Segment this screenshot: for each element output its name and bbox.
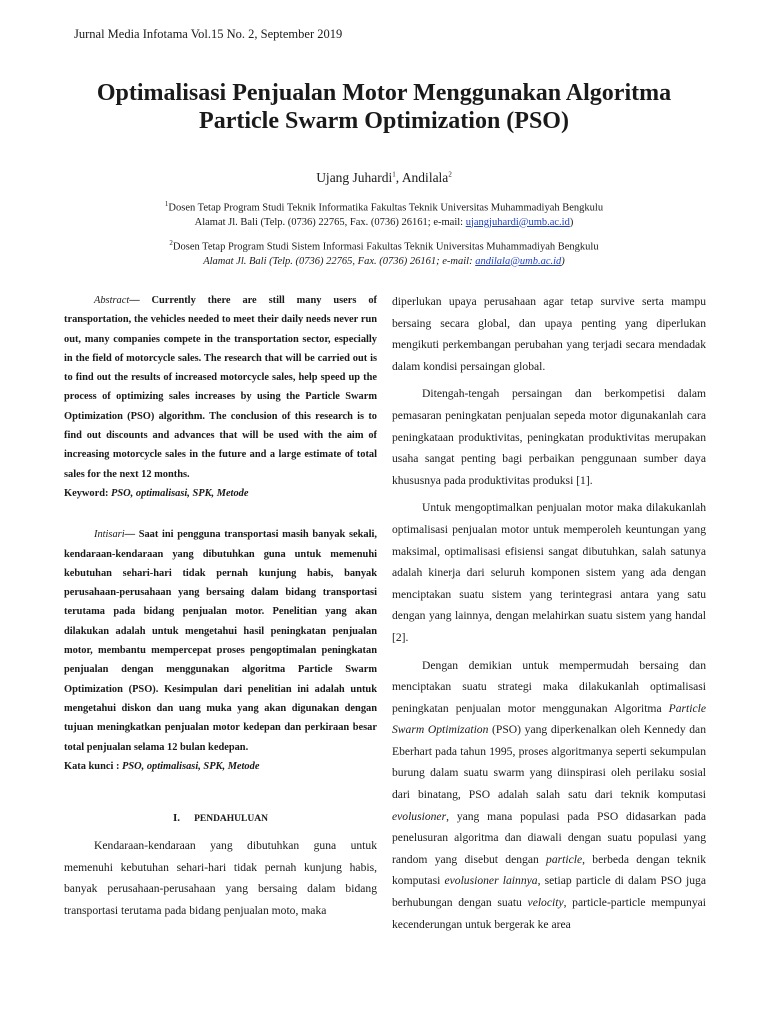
affiliation-address: Alamat Jl. Bali (Telp. (0736) 22765, Fax. (0736) 26161; e-mail: [203,255,476,267]
body-text: Dengan demikian untuk mempermudah bersaing dan menciptakan suatu strategi maka dilakukanlah optimalisasi peningkatan penjualan motor menggunakan Algoritma [392,658,706,715]
intisari-paragraph [64,525,377,757]
body-text: , yang mana populasi pada PSO didasarkan pada penelusuran algoritma dan diawali dengan suatu populasi yang random yang disebut dengan [392,809,706,866]
author-separator: , [395,170,402,185]
intisari-keywords [64,757,377,776]
emphasized-term: evolusioner [392,809,447,823]
section-name: PENDAHULUAN [194,814,268,825]
body-text: , berbeda dengan teknik komputasi [392,852,706,888]
keyword-label: Kata kunci : [64,760,123,772]
affiliation-institution: Dosen Tetap Program Studi Teknik Informatika Fakultas Teknik Universitas Muhammadiyah Bengkulu [168,202,604,214]
running-head: Jurnal Media Infotama Vol.15 No. 2, September 2019 [74,27,343,41]
email-link[interactable]: andilala@umb.ac.id [475,255,562,267]
body-paragraph: Untuk mengoptimalkan penjualan motor maka dilakukanlah optimalisasi penjualan motor untuk memperoleh keuntungan yang maksimal, optimalisasi efisiensi sangat dibutuhkan, salah satunya adalah kinerja dari seluruh komponen sistem yang ada dengan menciptakan suatu sistem yang terintegrasi antara yang satu dengan yang lainnya, dengan melahirkan suatu sistem yang handal [2]. [392,501,706,644]
title-line-1: Optimalisasi Penjualan Motor Menggunakan Algoritma [96,80,672,106]
affiliation-close: ) [561,255,565,267]
section-heading [64,812,377,824]
affiliation-close: ) [569,216,574,228]
email-link[interactable]: ujangjuhardi@umb.ac.id [465,216,570,228]
affiliation-address: Alamat Jl. Bali (Telp. (0736) 22765, Fax. (0736) 26161; e-mail: [194,216,466,228]
author-name: Ujang Juhardi [316,170,393,185]
abstract-dash: — [129,295,152,306]
emphasized-term: Particle Swarm Optimization [392,701,706,737]
abstract-text: Currently there are still many users of transportation, the vehicles needed to meet their daily needs never run out, many companies compete in the transportation sector, especially in the field of motorcycle sales. The research that will be carried out is to find out the results of increased motorcycle sales, help speed up the process of optimizing sales increases by using the Particle Swarm Optimization (PSO) algorithm. The conclusion of this research is to find out discounts and advances that will be used with the aim of increasing motorcycle sales in the future and a large estimate of total sales for the next 12 months. [64,295,377,480]
author-superscript: 2 [448,170,452,179]
author-list [0,170,768,186]
abstract-paragraph [64,291,377,484]
left-column [64,291,377,922]
emphasized-term: evolusioner lainnya [444,874,538,888]
body-text: (PSO) yang diperkenalkan oleh Kennedy dan Eberhart pada tahun 1995, proses algoritmanya seperti sekumpulan burung dalam suatu swarm yang diinspirasi oleh perilaku sosial dari binatang, PSO adalah salah satu dari teknik komputasi [392,723,706,802]
section-number: I. [173,812,181,825]
author-name: Andilala [401,170,449,185]
intisari-label: Intisari [94,529,125,541]
intisari-text: Saat ini pengguna transportasi masih banyak sekali, kendaraan-kendaraan yang dibutuhkan guna untuk memenuhi kebutuhan sehari-hari tidak pernah kunjung habis, banyak perusahaan-perusahaan yang bersaing dalam bidang transportasi terutama pada bidang penjualan motor. Penelitian yang akan dilakukan adalah untuk mengetahui hasil peningkatan penjualan motor, membantu mempercepat proses pengoptimalan peningkatan penjualan dengan menggunakan algoritma Particle Swarm Optimization (PSO). Kesimpulan dari penelitian ini adalah untuk mengetahui diskon dan uang muka yang akan digunakan dengan tujuan meningkatkan penjualan motor kedepan dan perkiraan besar total penjualan selama 12 bulan kedepan. [64,529,377,753]
affiliation-institution: Dosen Tetap Program Studi Sistem Informasi Fakultas Teknik Universitas Muhammadiyah Bengkulu [172,241,599,253]
right-column [392,291,706,941]
body-paragraph: diperlukan upaya perusahaan agar tetap survive serta mampu bersaing secara global, dan upaya penting yang diperlukan mengikuti perkembangan perubahan yang terjadi secara mendadak dalam kondisi persaingan global. [392,295,706,373]
affiliation-2 [0,236,768,269]
keyword-list: PSO, optimalisasi, SPK, Metode [111,487,249,499]
affiliation-superscript: 2 [169,239,173,247]
keyword-list: PSO, optimalisasi, SPK, Metode [122,760,260,772]
intisari-dash: — [124,529,139,541]
emphasized-term: particle [546,852,583,866]
abstract-keywords [64,484,377,503]
body-paragraph [392,655,706,936]
body-text: , setiap particle di dalam PSO juga berhubungan dengan suatu [392,874,706,910]
abstract-label: Abstract [94,295,130,306]
keyword-label: Keyword: [64,487,112,499]
paper-title [40,79,728,135]
affiliation-superscript: 1 [164,200,169,208]
body-paragraph: Kendaraan-kendaraan yang dibutuhkan guna untuk memenuhi kebutuhan sehari-hari tidak pernah kunjung habis, banyak perusahaan-perusahaan yang bersaing dalam bidang transportasi terutama pada bidang penjualan moto, maka [64,839,377,917]
emphasized-term: velocity [527,896,564,910]
body-paragraph: Ditengah-tengah persaingan dan berkompetisi dalam pemasaran peningkatan penjualan sepeda motor digunakanlah cara peningkataan produktivitas, peningkatan produktivitas merupakan usaha sangat penting bagi perbaikan penggunaan sumber daya khususnya pada produktivitas produksi [1]. [392,387,706,487]
title-line-2: Particle Swarm Optimization (PSO) [199,108,569,134]
body-text: , particle-particle mempunyai kecenderungan untuk bergerak ke area [392,896,706,931]
affiliation-1 [0,197,768,230]
author-superscript: 1 [392,170,396,179]
